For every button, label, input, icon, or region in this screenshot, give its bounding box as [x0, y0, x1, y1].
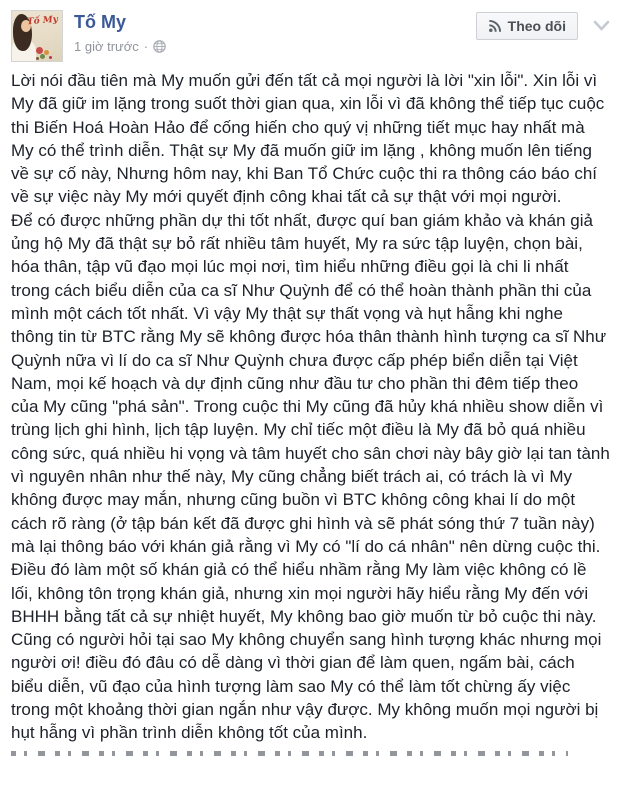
avatar-signature-text: Tố My — [26, 14, 59, 28]
chevron-down-icon[interactable] — [593, 20, 610, 32]
post-meta — [74, 39, 166, 54]
post-paragraph-1: Lời nói đầu tiên mà My muốn gửi đến tất cả mọi người là lời "xin lỗi". Xin lỗi vì My đã giữ im lặng trong suốt thời gian qua, xin lỗi vì đã không thể tiếp tục cuộc thi Biến Hoá Hoàn Hảo để cống hiến cho quý vị những tiết mục hay nhất mà My có thể trình diễn. Thật sự My đã muốn giữ im lặng , không muốn lên tiếng về sự cố này, Nhưng hôm nay, khi Ban Tổ Chức cuộc thi ra thông cáo báo chí về sự việc này My mới quyết định công khai tất cả sự thật với mọi người. — [11, 71, 605, 207]
author-name-link[interactable]: Tố My — [74, 12, 126, 32]
post-paragraph-2: Để có được những phần dự thi tốt nhất, được quí ban giám khảo và khán giả ủng hộ My đã thật sự bỏ rất nhiều tâm huyết, My ra sức tập luyện, chọn bài, hóa thân, tập vũ đạo mọi lúc mọi nơi, tìm hiểu những điều gọi là chi li nhất trong cách biểu diễn của ca sĩ Như Quỳnh để có thể hoàn thành phần thi của mình một cách tốt nhất. Vì vậy My thật sự thất vọng và hụt hẫng khi nghe thông tin từ BTC rằng My sẽ không được hóa thân thành hình tượng ca sĩ Như Quỳnh nữa vì lí do ca sĩ Như Quỳnh chưa được cấp phép biển diễn tại Việt Nam, mọi kế hoạch và dự định cũng như đầu tư cho phần thi đêm tiếp theo của My cũng "phá sản". Trong cuộc thi My cũng đã hủy khá nhiều show diễn vì trùng lịch ghi hình, lịch tập luyện. My chỉ tiếc một điều là My đã bỏ quá nhiều công sức, quá nhiều hi vọng và tâm huyết cho sân chơi này bây giờ lại tan tành vì nguyên nhân như thế này, My cũng chẳng biết trách ai, có trách là vì My không được may mắn, nhưng cũng buồn vì BTC không công khai lí do một cách rõ ràng (ở tập bán kết đã được ghi hình và sẽ phát sóng thứ 7 tuần này) mà lại thông báo với khán giả rằng vì My có "lí do cá nhân" nên dừng cuộc thi. Điều đó làm một số khán giả có thể hiểu nhầm rằng My làm việc không có lề lối, không tôn trọng khán giả, nhưng xin mọi người hãy hiểu rằng My đến với BHHH bằng tất cả sự nhiệt huyết, My không bao giờ muốn từ bỏ cuộc thi này. Cũng có người hỏi tại sao My không chuyển sang hình tượng khác nhưng mọi người ơi! điều đó đâu có dễ dàng vì thời gian để làm quen, ngấm bài, cách biểu diễn, vũ đạo của hình tượng làm sao My có thể làm tốt chừng ấy việc trong một khoảng thời gian ngắn như vậy được. My không muốn mọi người bị hụt hẫng vì phần trình diễn không tốt của mình. — [11, 210, 610, 743]
follow-button[interactable] — [476, 12, 578, 40]
timestamp-link[interactable]: 1 giờ trước — [74, 39, 139, 54]
follow-button-label: Theo dõi — [507, 18, 566, 34]
globe-icon — [153, 40, 166, 53]
follow-rss-icon — [488, 19, 502, 33]
avatar-flowers-shape — [36, 47, 43, 54]
avatar[interactable] — [11, 10, 63, 62]
post-header — [11, 10, 610, 66]
post-actions — [476, 12, 610, 40]
meta-separator: · — [143, 39, 149, 54]
post-body — [11, 69, 610, 756]
clipped-next-text-line — [11, 751, 568, 756]
